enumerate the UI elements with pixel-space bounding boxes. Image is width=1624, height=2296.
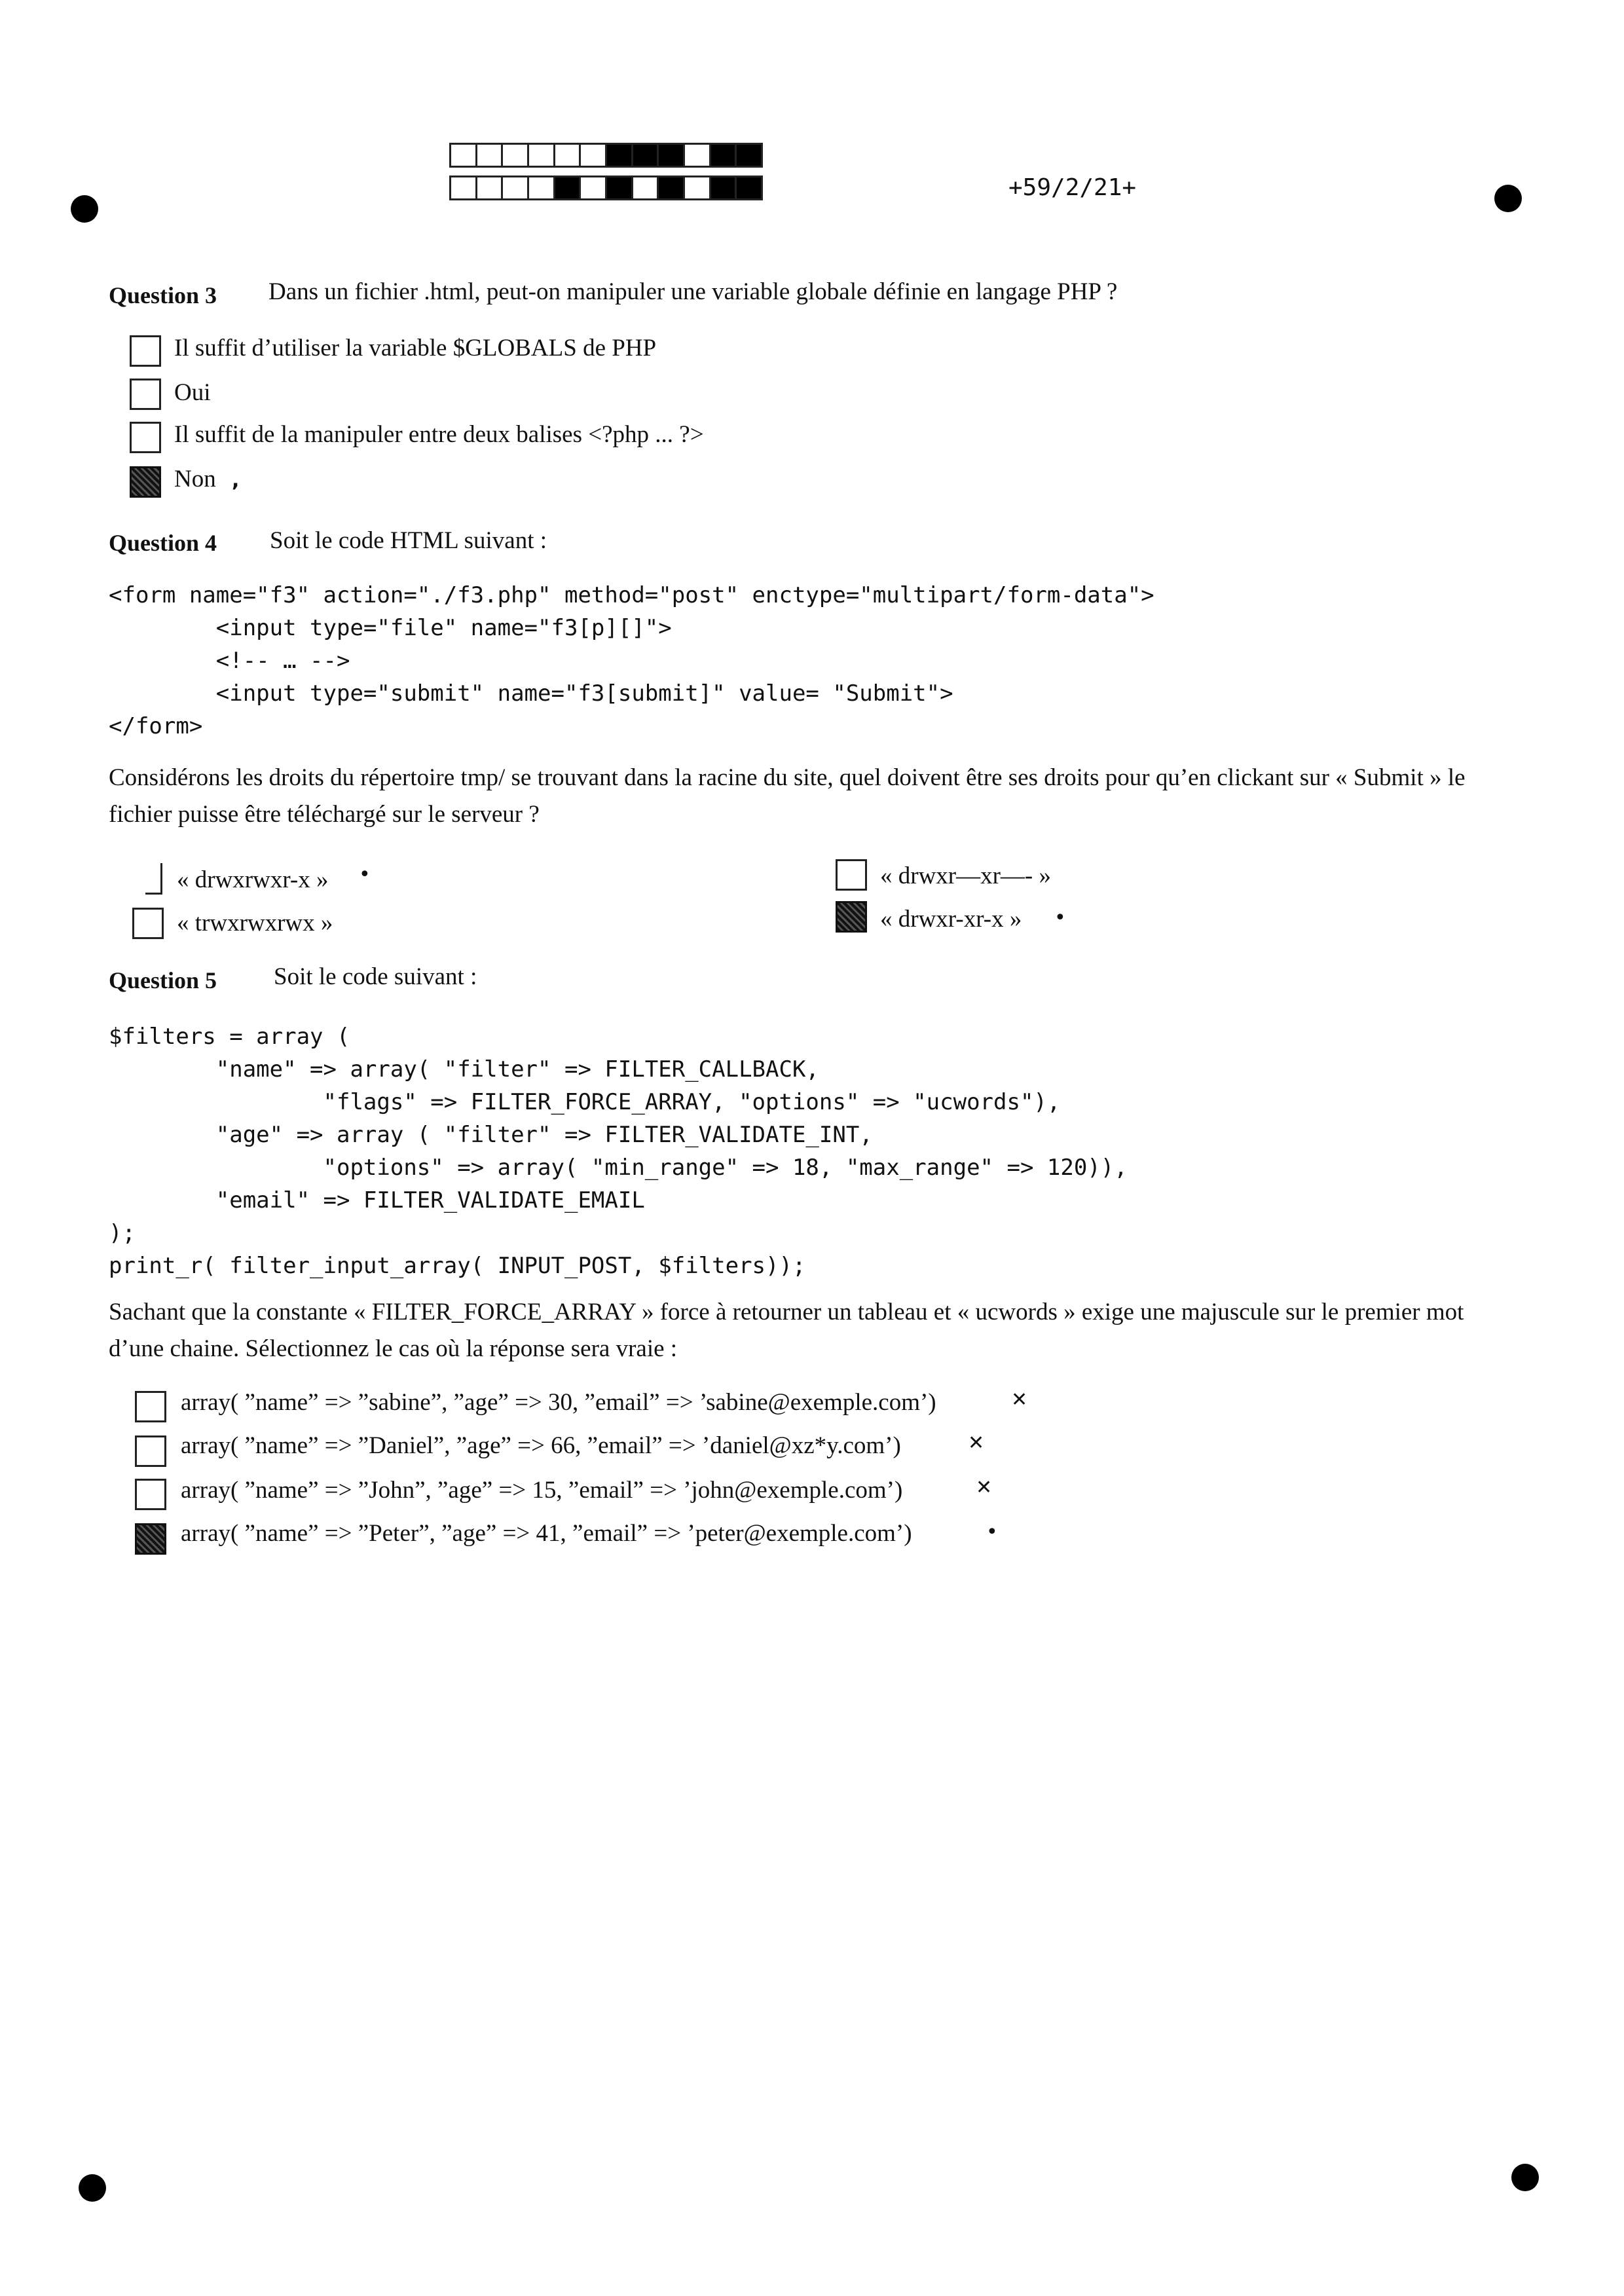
barcode-cell [631, 143, 659, 168]
q3-text: Dans un fichier .html, peut-on manipuler une variable globale définie en langage PHP ? [268, 278, 1118, 305]
barcode-cell [709, 176, 737, 200]
q5-option-1-label: array( ”name” => ”sabine”, ”age” => 30, ”email” => ’sabine@exemple.com’) [181, 1389, 936, 1416]
q4-option-1-mark: • [359, 863, 371, 886]
corner-dot-top-left [71, 195, 98, 223]
q5-option-2-label: array( ”name” => ”Daniel”, ”age” => 66, ”email” => ’daniel@xz*y.com’) [181, 1432, 901, 1459]
q5-option-1-mark: ✕ [1011, 1388, 1028, 1411]
q5-option-4-checkbox[interactable] [135, 1523, 166, 1555]
q3-option-3-label: Il suffit de la manipuler entre deux balises <?php ... ?> [174, 421, 704, 448]
barcode-cell [449, 176, 477, 200]
q4-option-4-checkbox[interactable] [836, 901, 867, 933]
corner-dot-bottom-right [1511, 2164, 1539, 2191]
barcode-cell [735, 176, 763, 200]
barcode-cell [579, 143, 607, 168]
q5-option-2-mark: ✕ [968, 1432, 985, 1454]
q5-option-3-mark: ✕ [976, 1476, 993, 1499]
barcode-cell [579, 176, 607, 200]
q3-option-2-checkbox[interactable] [130, 379, 161, 410]
q5-option-4-mark: • [986, 1521, 998, 1544]
barcode-cell [553, 176, 581, 200]
q4-label: Question 4 [109, 530, 217, 556]
barcode-cell [631, 176, 659, 200]
q5-option-2-checkbox[interactable] [135, 1435, 166, 1467]
corner-dot-top-right [1494, 185, 1522, 212]
corner-dot-bottom-left [79, 2174, 106, 2202]
q4-option-4-label: « drwxr-xr-x » [880, 906, 1022, 933]
q4-option-4-mark: • [1054, 906, 1066, 929]
q5-label: Question 5 [109, 967, 217, 993]
q5-option-3-checkbox[interactable] [135, 1479, 166, 1510]
q4-code-block: <form name="f3" action="./f3.php" method="post" enctype="multipart/form-data"> <input type="file" name="f3[p][]"> <!-- … --> <input type="submit" name="f3[submit]" value= "Submit"> </form> [109, 582, 1154, 739]
q5-text: Soit le code suivant : [274, 963, 477, 990]
barcode-cell [735, 143, 763, 168]
q4-option-2-checkbox[interactable] [132, 908, 164, 939]
barcode-cell [501, 143, 529, 168]
barcode-cell [527, 143, 555, 168]
q3-label: Question 3 [109, 282, 217, 308]
barcode-cell [605, 143, 633, 168]
barcode-cell [605, 176, 633, 200]
barcode-cell [475, 176, 504, 200]
barcode-cell [657, 143, 685, 168]
q3-option-3-checkbox[interactable] [130, 422, 161, 453]
barcode-cell [527, 176, 555, 200]
q5-paragraph: Sachant que la constante « FILTER_FORCE_ARRAY » force à retourner un tableau et « ucwords » exige une majuscule sur le premier mot d’une chaine. Sélectionnez le cas où la réponse sera vraie : [109, 1299, 1464, 1362]
barcode-cell [449, 143, 477, 168]
barcode-cell [709, 143, 737, 168]
q4-option-1-checkbox[interactable] [145, 863, 162, 895]
q5-option-3-label: array( ”name” => ”John”, ”age” => 15, ”email” => ’john@exemple.com’) [181, 1477, 903, 1504]
barcode-cell [683, 176, 711, 200]
barcode-cell [553, 143, 581, 168]
page-code: +59/2/21+ [1008, 174, 1137, 201]
q3-handwritten-mark: , [232, 469, 240, 492]
q4-option-3-checkbox[interactable] [836, 859, 867, 891]
q5-option-4-label: array( ”name” => ”Peter”, ”age” => 41, ”email” => ’peter@exemple.com’) [181, 1520, 912, 1547]
q4-option-2-label: « trwxrwxrwx » [177, 910, 333, 936]
q4-option-1-label: « drwxrwxr-x » [177, 866, 329, 893]
q4-paragraph: Considérons les droits du répertoire tmp/ se trouvant dans la racine du site, quel doivent être ses droits pour qu’en clickant sur « Submit » le fichier puisse être téléchargé sur le serveur ? [109, 764, 1466, 828]
q3-option-1-label: Il suffit d’utiliser la variable $GLOBALS de PHP [174, 335, 657, 361]
barcode-cell [683, 143, 711, 168]
q5-option-1-checkbox[interactable] [135, 1391, 166, 1422]
barcode-cell [657, 176, 685, 200]
q3-option-1-checkbox[interactable] [130, 335, 161, 367]
q3-option-4-checkbox[interactable] [130, 466, 161, 498]
barcode-cell [475, 143, 504, 168]
q3-option-4-label: Non [174, 466, 216, 492]
barcode-cell [501, 176, 529, 200]
barcode-row-1 [449, 143, 761, 168]
barcode-row-2 [449, 176, 761, 200]
q4-option-3-label: « drwxr—xr—- » [880, 862, 1052, 889]
q3-option-2-label: Oui [174, 379, 211, 406]
q4-text: Soit le code HTML suivant : [270, 527, 547, 554]
q5-code-block: $filters = array ( "name" => array( "filter" => FILTER_CALLBACK, "flags" => FILTER_FORCE_ARRAY, "options" => "ucwords"), "age" => array ( "filter" => FILTER_VALIDATE_INT, "options" => array( "min_range" => 18, "max_range" => 120)), "email" => FILTER_VALIDATE_EMAIL ); print_r( filter_input_array( INPUT_POST, $filters)); [109, 1024, 1128, 1279]
